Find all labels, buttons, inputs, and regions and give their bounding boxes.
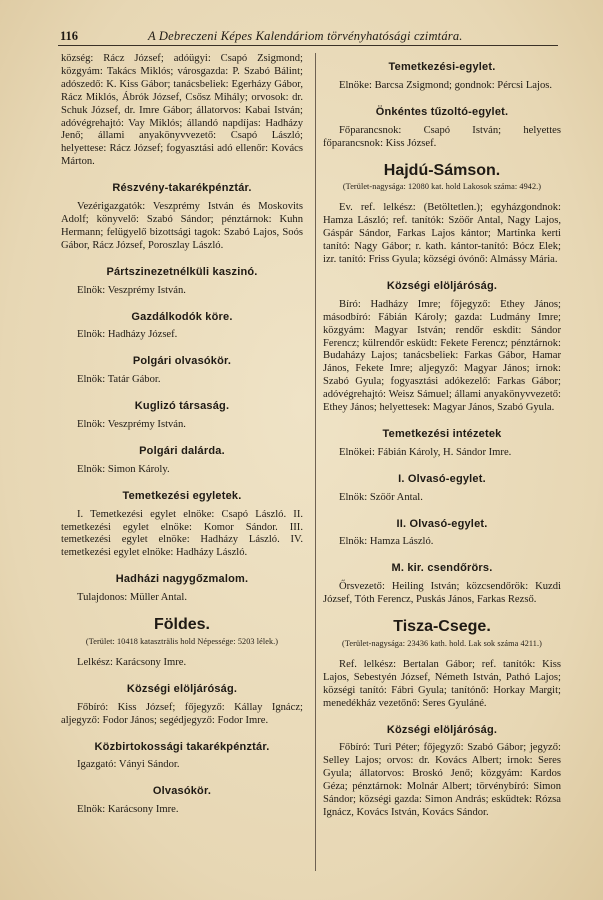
town-stats: (Terület-nagysága: 23436 kath. hold. Lak sok száma 4211.): [342, 639, 542, 648]
section-text: Elnök: Simon Károly.: [77, 463, 170, 475]
section-text: Elnök: Tatár Gábor.: [77, 374, 161, 386]
town-text: Lelkész: Karácsony Imre.: [77, 656, 187, 668]
section-text: Elnök: Hadházy József.: [77, 329, 178, 341]
section-title: Hadházi nagygőzmalom.: [115, 573, 249, 586]
section-title: Községi elöljáróság.: [126, 682, 238, 695]
town-title: Földes.: [153, 616, 210, 634]
section-title: Polgári dalárda.: [139, 444, 225, 457]
section-title: Községi elöljáróság.: [386, 723, 498, 736]
page-number: 116: [60, 29, 79, 43]
section-text: Főbíró: Kiss József; főjegyző: Kállay Ignácz; aljegyző: Fodor János; segédjegyző: Fodor Imre.: [61, 701, 303, 726]
section-text: Elnök: Karácsony Imre.: [77, 804, 179, 816]
section-text: I. Temetkezési egylet elnöke: Csapó László. II. temetkezési egylet elnöke: Komor Sándor. III. temetkezési egylet elnöke: Hadházy László. IV. temetkezési egylet elnöke: Hadházy László.: [61, 508, 303, 559]
section-title: Polgári olvasókör.: [132, 355, 232, 368]
section-text: Főparancsnok: Csapó István; helyettes főparancsnok: Kiss József.: [323, 124, 561, 149]
section-title: Gazdálkodók köre.: [131, 310, 233, 323]
town-text: Ref. lelkész: Bertalan Gábor; ref. tanítók: Kiss Lajos, Sebestyén József, Németh István, Pathó Lajos; községi tanító: Fábri Gyula; tanítónő: Horkay Margit; menedékház vezetőnő: Seres Gyuláné.: [323, 658, 561, 709]
section-title: Községi elöljáróság.: [386, 279, 498, 292]
town-text: Ev. ref. lelkész: (Betöltetlen.); egyházgondnok: Hamza László; ref. tanítók: Szöőr Antal, Nagy Lajos, Gáspár Sándor, Farkas Lajos kántor; Martinka kerti tanító: Nagy Gábor; r. kath. kántor-tanító: Bócz Elek; izr. tanító: Friss Gyula; községi óvónő: Almássy Mária.: [323, 202, 561, 265]
town-title: Tisza-Csege.: [393, 618, 491, 636]
intro-paragraph: község: Rácz József; adóügyi: Csapó Zsigmond; közgyám: Takács Miklós; városgazda: P. Szabó Bálint; adószedő: K. Kiss Gábor; tanácsbeliek: Egerházy Gábor, Rácz Miklós, Ábrók József, Csősz Mihály; orvosok: dr. Schuk József, dr. Imre Gábor; állatorvos: Kabai István; adóvégrehajtó: Vay Miklós; állandó napdíjas: Hadházy Jenő; állami anyakönyvvezető: Csapó László; helyettese: Rácz József; fogyasztási adó ellenőr: Kovács Márton.: [61, 53, 303, 168]
section-title: II. Olvasó-egylet.: [396, 517, 488, 530]
section-text: Elnök: Szöőr Antal.: [339, 491, 423, 503]
section-title: Önkéntes tűzoltó-egylet.: [375, 105, 509, 118]
section-text: Őrsvezető: Heiling István; közcsendőrök: Kuzdi József, Tóth Ferencz, Puskás János, Farkas Rezső.: [323, 581, 561, 606]
section-text: Elnök: Hamza László.: [339, 536, 434, 548]
right-column: [323, 53, 561, 820]
section-title: Közbirtokossági takarékpénztár.: [94, 740, 270, 753]
section-title: I. Olvasó-egylet.: [398, 472, 486, 485]
section-title: Kuglizó társaság.: [134, 400, 230, 413]
section-text: Vezérigazgatók: Veszprémy István és Moskovits Adolf; könyvelő: Szabó Sándor; pénztárnok: Kuhn Hermann; felügyelő bizottsági tagok: Szabó Lajos, Soós Gábor, Rácz József, Poroszlay László.: [61, 201, 303, 251]
left-column: [61, 53, 303, 817]
section-title: Temetkezési-egylet.: [388, 61, 496, 73]
section-title: Temetkezési intézetek: [382, 427, 502, 440]
section-text: Elnök: Veszprémy István.: [77, 419, 186, 431]
section-text: Bíró: Hadházy Imre; főjegyző: Ethey János; másodbíró: Fábián Károly; gazda: Ludmány Imre; közgyám: Magyar István; rendőr eskdit: Sándor Ferencz; külrendőr esküdt: Fekete Ferencz; pénztárnok: Budaházy Lajos; tanácsbeliek: Farkas Gábor, Hamar János, Fekete Imre; aljegyző: Magyar János; irnok: Szabó Gyula; fogyasztási adókezelő: Farkas Gábor; adóvégrehajtó: Weisz Sámuel; állami anyakönyvvezető: Ethey János; helyettesek: Magyar János, Szabó Gyula.: [323, 298, 561, 414]
section-text: Főbíró: Turi Péter; főjegyző: Szabó Gábor; jegyző: Selley Lajos; orvos: dr. Kovács Albert; irnok: Seres Gyula; állatorvos: Broskó Jenő; közgyám: Kardos Géza; pénztárnok: Molnár Albert; törvénybíró: Simon Sándor; községi gazda: Simon András; esküdtek: Rózsa Ignácz, Kovács István, Kovács Sándor.: [323, 742, 561, 818]
section-text: Elnök: Veszprémy István.: [77, 284, 186, 296]
section-text: Elnöke: Barcsa Zsigmond; gondnok: Pércsi Lajos.: [339, 79, 553, 91]
section-title: M. kir. csendőrörs.: [391, 562, 493, 575]
town-title: Hajdú-Sámson.: [383, 161, 501, 179]
section-title: Temetkezési egyletek.: [122, 489, 242, 502]
running-header: [58, 27, 558, 46]
section-title: Olvasókör.: [152, 785, 212, 798]
town-stats: (Terület-nagysága: 12080 kat. hold Lakosok száma: 4942.): [342, 182, 542, 192]
section-text: Tulajdonos: Müller Antal.: [77, 592, 187, 604]
running-title: A Debreczeni Képes Kalendáriom törvényhatósági czimtára.: [148, 29, 463, 43]
column-divider: [315, 53, 316, 871]
section-text: Elnökei: Fábián Károly, H. Sándor Imre.: [339, 446, 512, 458]
town-stats: (Terület: 10418 kataszträlis hold Népessége: 5203 lélek.): [85, 637, 279, 646]
section-text: Igazgató: Ványi Sándor.: [77, 759, 180, 771]
section-title: Pártszinezetnélküli kaszinó.: [106, 265, 258, 278]
section-title: Részvény-takarékpénztár.: [112, 182, 252, 195]
